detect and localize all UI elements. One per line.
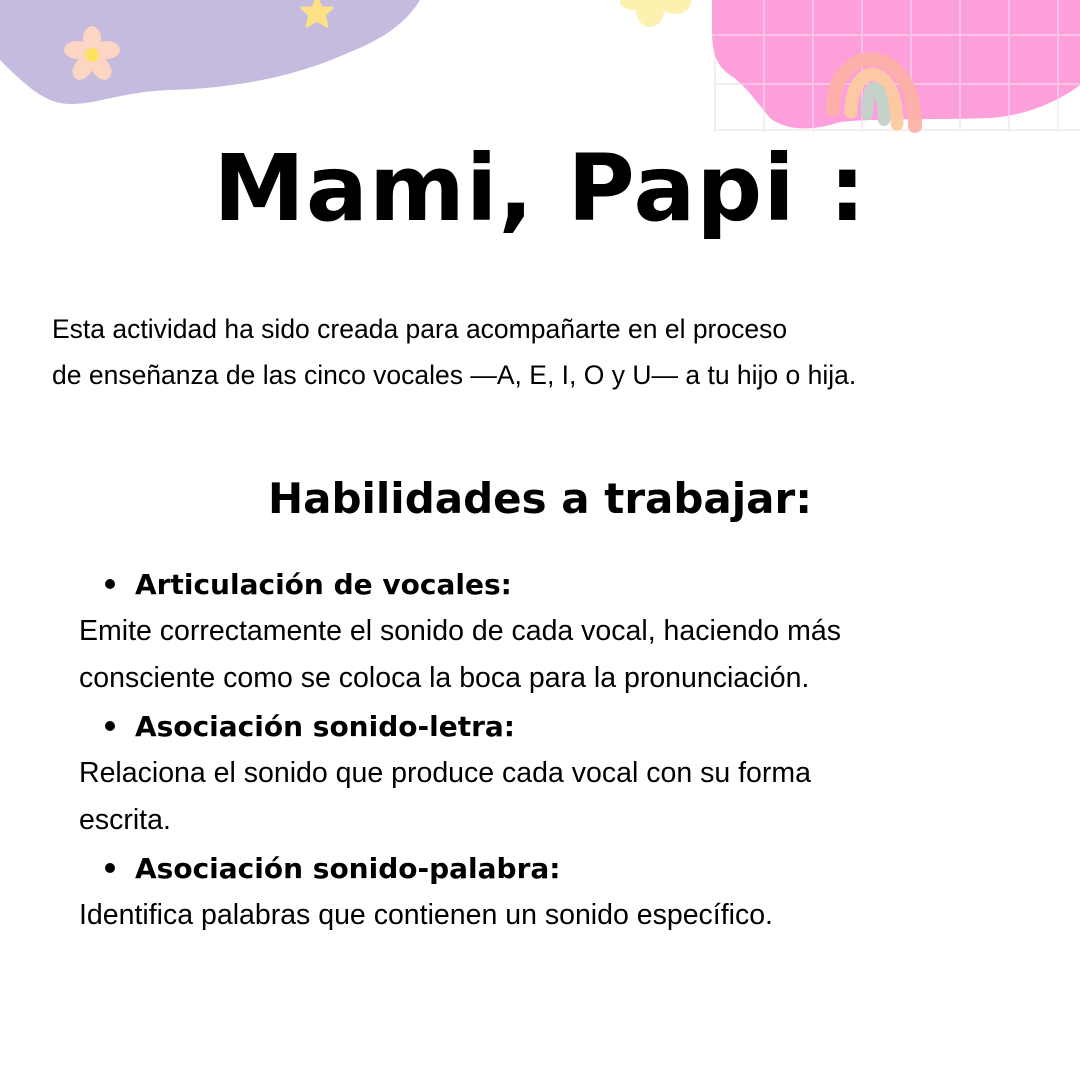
intro-paragraph (52, 306, 1042, 398)
skill-heading-text: Asociación sonido-palabra: (135, 851, 561, 885)
intro-line: de enseñanza de las cinco vocales —A, E, I, O y U— a tu hijo o hija. (52, 360, 857, 390)
skill-description-line: Emite correctamente el sonido de cada vocal, haciendo más (79, 615, 841, 647)
skill-heading-text: Asociación sonido-letra: (135, 709, 515, 743)
skill-item (79, 560, 1039, 702)
purple-blob-decoration (0, 0, 420, 110)
skill-description (79, 608, 1039, 702)
skill-description (79, 750, 1039, 844)
skill-description (79, 892, 1039, 939)
skill-description-line: Identifica palabras que contienen un sonido específico. (79, 899, 773, 931)
skills-heading: Habilidades a trabajar: (267, 474, 813, 523)
skill-item (79, 844, 1039, 939)
skills-list (79, 560, 1039, 939)
pink-grid-blob-decoration (700, 0, 1080, 140)
skill-heading-text: Articulación de vocales: (135, 567, 512, 601)
skill-heading (105, 702, 1039, 750)
intro-line: Esta actividad ha sido creada para acompañarte en el proceso (52, 314, 788, 344)
page-title: Mami, Papi : (213, 135, 867, 242)
skill-heading (105, 560, 1039, 608)
skill-description-line: Relaciona el sonido que produce cada vocal con su forma (79, 757, 811, 789)
skill-heading (105, 844, 1039, 892)
skill-description-line: consciente como se coloca la boca para la pronunciación. (79, 662, 810, 694)
skill-description-line: escrita. (79, 804, 171, 836)
yellow-flower-decoration (620, 0, 700, 36)
skill-item (79, 702, 1039, 844)
bullet-icon (105, 863, 115, 873)
bullet-icon (105, 721, 115, 731)
bullet-icon (105, 579, 115, 589)
